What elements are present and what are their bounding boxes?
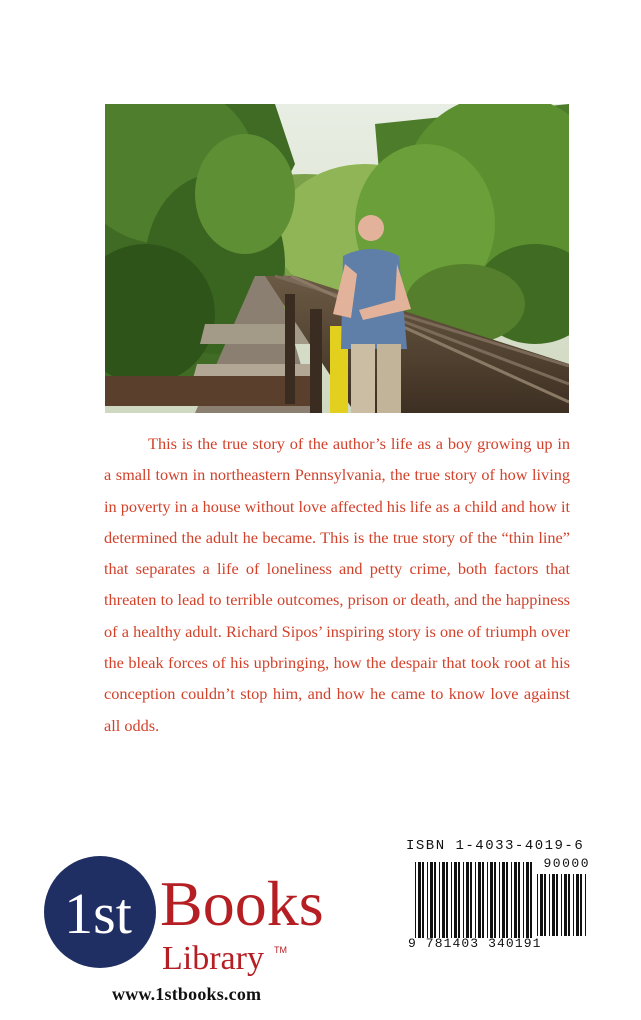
man-on-railroad-bridge-photo — [105, 104, 569, 413]
1stbooks-library-logo — [44, 855, 364, 985]
price-code: 90000 — [543, 856, 590, 871]
logo-1st: 1st — [64, 881, 132, 946]
addon-barcode-icon — [536, 874, 590, 936]
logo-trademark: TM — [274, 945, 287, 955]
logo-books: Books — [160, 868, 324, 939]
isbn-number: ISBN 1-4033-4019-6 — [406, 838, 585, 854]
barcode-digits: 9 781403 340191 — [408, 936, 542, 951]
barcode-icon — [414, 862, 534, 938]
publisher-url[interactable]: www.1stbooks.com — [112, 984, 262, 1004]
cover-photo — [105, 104, 569, 413]
back-cover-blurb: This is the true story of the author’s life as a boy growing up in a small town in northeastern Pennsylvania, the true story of how living in poverty in a house without love affected his life as a child and how it determined the adult he became. This is the true story of the “thin line” that separates a life of loneliness and petty crime, both factors that threaten to lead to terrible outcomes, prison or death, and the happiness of a healthy adult. Richard Sipos’ inspiring story is one of triumph over the bleak forces of his upbringing, how the despair that took root at his conception couldn’t stop him, and how he came to know love against all odds. — [104, 434, 570, 735]
publisher-logo — [44, 855, 364, 1005]
isbn-barcode — [406, 838, 592, 954]
logo-library: Library — [162, 940, 264, 977]
